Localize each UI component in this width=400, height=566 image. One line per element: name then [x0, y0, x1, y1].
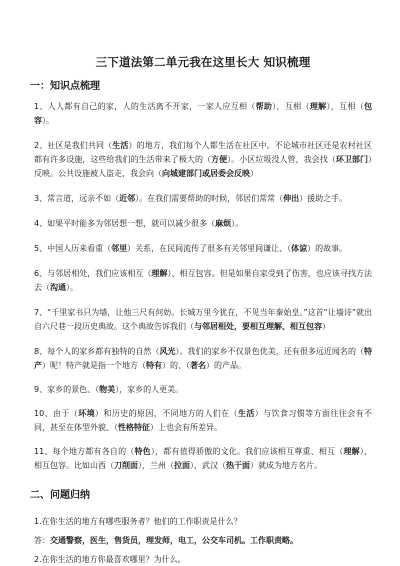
paragraph-5: 5、中国人历来看重（邻里）关系，在民间流传了很多有关邻里间谦让、（体谅）的故事。	[34, 244, 348, 253]
paragraph-10: 10、由于（环境）和历史的原因，不同地方的人们在（生活）与饮食习惯等方面往往会有不同，甚至在体型外貌、（性格特征）上也会有所差异。	[34, 409, 373, 432]
paragraph-1: 1、人人都有自己的家，人的生活离不开家，一家人应互相（帮助），互相（理解），互相（包容）。	[34, 102, 373, 125]
paragraph-7: 7、“千里家书只为墙，让他三尺有何妨。长城万里今犹在，不见当年秦始皇。”这首“让墙诗”就出自六尺巷一段历史典故。这个典故告诉我们（与邻居相处，要相互理解、相互包容）	[34, 308, 372, 331]
page-title: 三下道法第二单元我在这里长大 知识梳理	[95, 55, 311, 69]
question-2: 2.在你生活的地方你最喜欢哪里？为什么。	[34, 555, 186, 564]
paragraph-2: 2、社区是我们共同（生活）的地方，我们每个人都生活在社区中。不论城市社区还是农村社区都有许多设施，这些给我们的生活带来了极大的（方便）。小区垃圾没人管，我会找（环卫部门）反映。公共设施被人盗走，我会向（向城建部门或居委会反映）	[34, 141, 373, 178]
paragraph-9: 9、家乡的景色、（物美），家乡的人更美。	[34, 385, 184, 394]
answer-1: 答：交通警察，医生，售货员，理发师，电工，公交车司机。工作职责略。	[34, 536, 298, 545]
paragraph-4: 4、如果平时能多为邻居想一想，就可以减少很多（麻烦）。	[34, 219, 244, 228]
paragraph-3: 3、常言道，远亲不如（近邻）。在我们需要帮助的时候，邻居们常常（伸出）援助之手。	[34, 194, 348, 203]
paragraph-8: 8、每个人的家乡都有独特的自然（风光）。我们的家乡不仅景色优美，还有很多远近闻名的（特产）呢！特产就是指一个地方（特有）的、（著名）的产品。	[34, 347, 372, 370]
section-heading-questions: 二、问题归纳	[30, 490, 90, 501]
question-1: 1.在你生活的地方有哪些服务者？他们的工作职责是什么？	[34, 517, 242, 526]
paragraph-11: 11、每个地方都有各自的（特色），都有值得骄傲的文化。我们应该相互尊重、相互（理解）、相互包容。比如山西（刀削面），兰州（拉面），武汉（热干面）就成为地方名片。	[34, 447, 373, 470]
paragraph-6: 6、与邻居相处，我们应该相互（理解）、相互包容。但是如果自家受到了伤害，也应该寻找方法去（沟通）。	[34, 269, 373, 292]
section-heading-knowledge: 一：知识点梳理	[30, 81, 100, 92]
